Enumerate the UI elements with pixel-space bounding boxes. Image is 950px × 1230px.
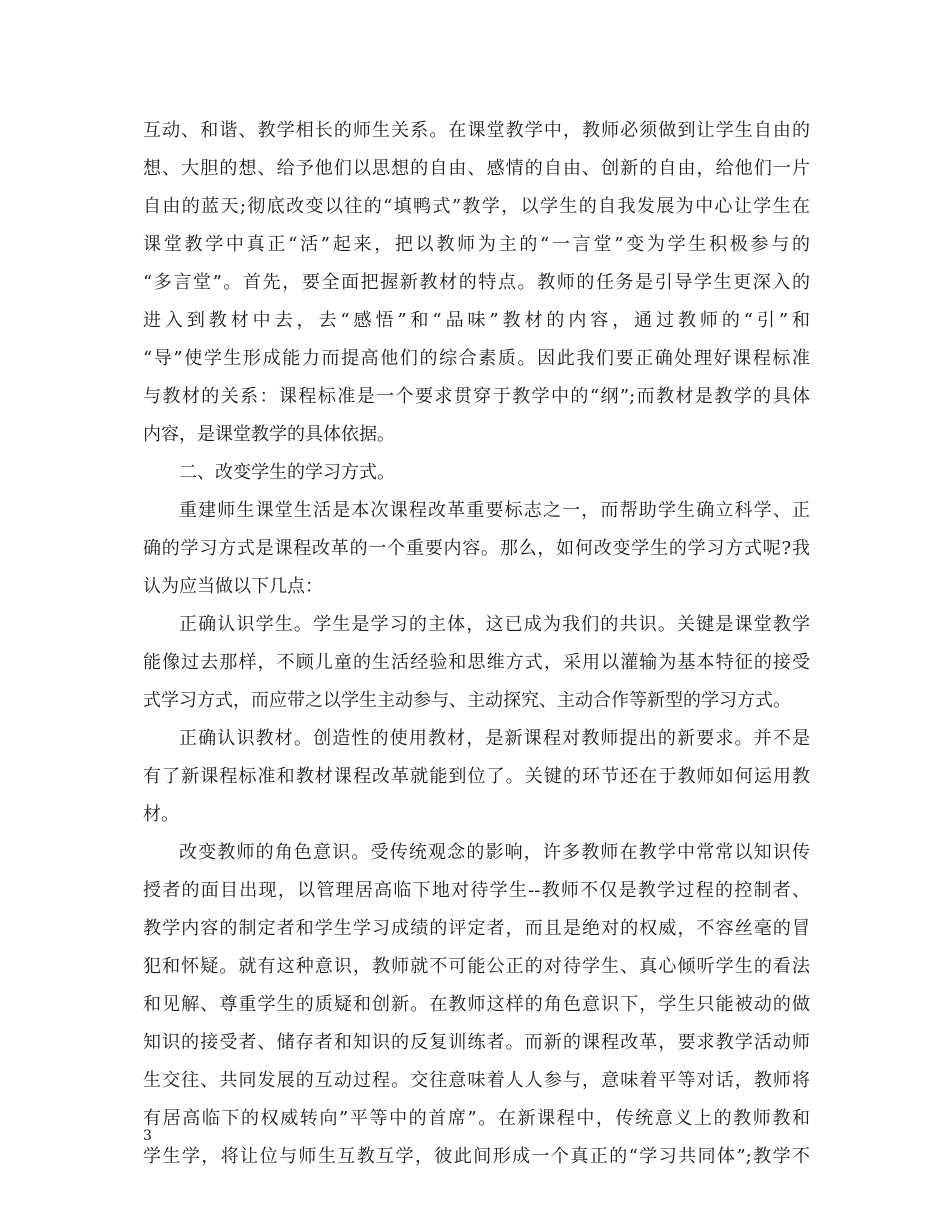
page-number: 3: [143, 1128, 152, 1144]
text-line: 重建师生课堂生活是本次课程改革重要标志之一，而帮助学生确立科学、正: [179, 500, 810, 521]
text-line: 认为应当做以下几点：: [143, 576, 323, 597]
text-line: 授者的面目出现，以管理居高临下地对待学生--教师不仅是教学过程的控制者、: [143, 880, 810, 901]
text-line: 自由的蓝天;彻底改变以往的“填鸭式”教学，以学生的自我发展为中心让学生在: [143, 196, 810, 217]
text-line: 课堂教学中真正“活”起来，把以教师为主的“一言堂”变为学生积极参与的: [143, 234, 810, 255]
text-line: “导”使学生形成能力而提高他们的综合素质。因此我们要正确处理好课程标准: [143, 348, 810, 369]
text-line: 内容，是课堂教学的具体依据。: [143, 424, 395, 445]
text-line: 和见解、尊重学生的质疑和创新。在教师这样的角色意识下，学生只能被动的做: [143, 994, 810, 1015]
text-line: 材。: [143, 804, 179, 825]
text-line: 能像过去那样，不顾儿童的生活经验和思维方式，采用以灌输为基本特征的接受: [143, 652, 810, 673]
text-line: 正确认识教材。创造性的使用教材，是新课程对教师提出的新要求。并不是: [179, 728, 810, 749]
text-line: 式学习方式，而应带之以学生主动参与、主动探究、主动合作等新型的学习方式。: [143, 690, 791, 711]
text-line: 进入到教材中去，去“感悟”和“品味”教材的内容，通过教师的“引”和: [143, 310, 810, 331]
text-line: 互动、和谐、教学相长的师生关系。在课堂教学中，教师必须做到让学生自由的: [143, 120, 810, 141]
text-line: 犯和怀疑。就有这种意识，教师就不可能公正的对待学生、真心倾听学生的看法: [143, 956, 810, 977]
text-line: 改变教师的角色意识。受传统观念的影响，许多教师在教学中常常以知识传: [179, 842, 810, 863]
text-line: “多言堂”。首先，要全面把握新教材的特点。教师的任务是引导学生更深入的: [143, 272, 810, 293]
text-line: 知识的接受者、储存者和知识的反复训练者。而新的课程改革，要求教学活动师: [143, 1032, 810, 1053]
text-line: 与教材的关系：课程标准是一个要求贯穿于教学中的“纲”;而教材是教学的具体: [143, 386, 810, 407]
text-line: 有了新课程标准和教材课程改革就能到位了。关键的环节还在于教师如何运用教: [143, 766, 810, 787]
text-line: 生交往、共同发展的互动过程。交往意味着人人参与，意味着平等对话，教师将: [143, 1070, 810, 1091]
text-line: 想、大胆的想、给予他们以思想的自由、感情的自由、创新的自由，给他们一片: [143, 158, 810, 179]
body-text: [143, 112, 810, 1176]
text-line: 学生学，将让位与师生互教互学，彼此间形成一个真正的“学习共同体”;教学不: [143, 1146, 810, 1167]
text-line: 确的学习方式是课程改革的一个重要内容。那么，如何改变学生的学习方式呢?我: [143, 538, 810, 559]
section-heading: 二、改变学生的学习方式。: [179, 462, 395, 483]
text-line: 正确认识学生。学生是学习的主体，这已成为我们的共识。关键是课堂教学: [179, 614, 810, 635]
text-line: 教学内容的制定者和学生学习成绩的评定者，而且是绝对的权威，不容丝毫的冒: [143, 918, 810, 939]
text-line: 有居高临下的权威转向”平等中的首席”。在新课程中，传统意义上的教师教和: [143, 1108, 810, 1129]
